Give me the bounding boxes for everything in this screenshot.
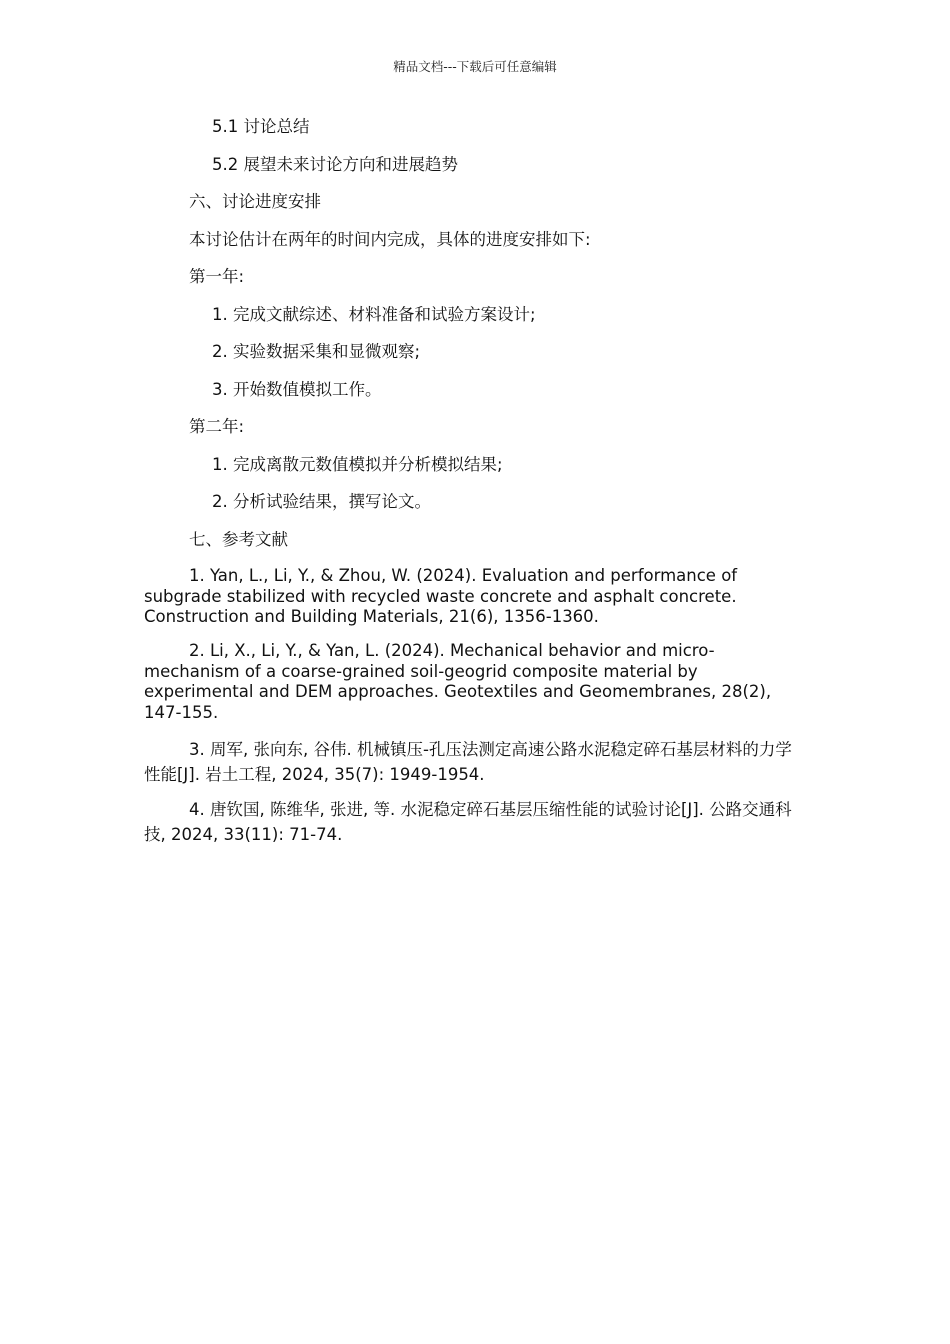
reference-item: 3. 周军, 张向东, 谷伟. 机械镇压-孔压法测定高速公路水泥稳定碎石基层材料的力学性能[J]. 岩土工程, 2024, 35(7): 1949-1954. [144, 740, 792, 784]
section-6-heading: 六、讨论进度安排 [189, 192, 321, 211]
year-1-task: 1. 完成文献综述、材料准备和试验方案设计; [212, 305, 536, 324]
reference-item: 1. Yan, L., Li, Y., & Zhou, W. (2024). Evaluation and performance of subgrade stabilized with recycled waste concrete and asphalt concrete. Construction and Building Materials, 21(6), 1356-1360. [144, 566, 738, 626]
toc-item-5-2: 5.2 展望未来讨论方向和进展趋势 [212, 155, 458, 174]
section-7-heading: 七、参考文献 [189, 530, 288, 549]
year-2-label: 第二年: [189, 417, 245, 436]
year-2-task: 2. 分析试验结果，撰写论文。 [212, 492, 431, 511]
reference-item: 2. Li, X., Li, Y., & Yan, L. (2024). Mechanical behavior and micro-mechanism of a coarse-grained soil-geogrid composite material by experimental and DEM approaches. Geotextiles and Geomembranes, 28(2), 147-155. [144, 641, 772, 722]
year-1-label: 第一年: [189, 267, 245, 286]
toc-item-5-1: 5.1 讨论总结 [212, 117, 310, 136]
year-1-task: 3. 开始数值模拟工作。 [212, 380, 382, 399]
reference-item: 4. 唐钦国, 陈维华, 张进, 等. 水泥稳定碎石基层压缩性能的试验讨论[J]. 公路交通科技, 2024, 33(11): 71-74. [144, 800, 792, 844]
year-2-task: 1. 完成离散元数值模拟并分析模拟结果; [212, 455, 503, 474]
schedule-intro: 本讨论估计在两年的时间内完成，具体的进度安排如下: [189, 230, 591, 249]
year-1-task: 2. 实验数据采集和显微观察; [212, 342, 421, 361]
page-header: 精品文档---下载后可任意编辑 [393, 59, 557, 74]
